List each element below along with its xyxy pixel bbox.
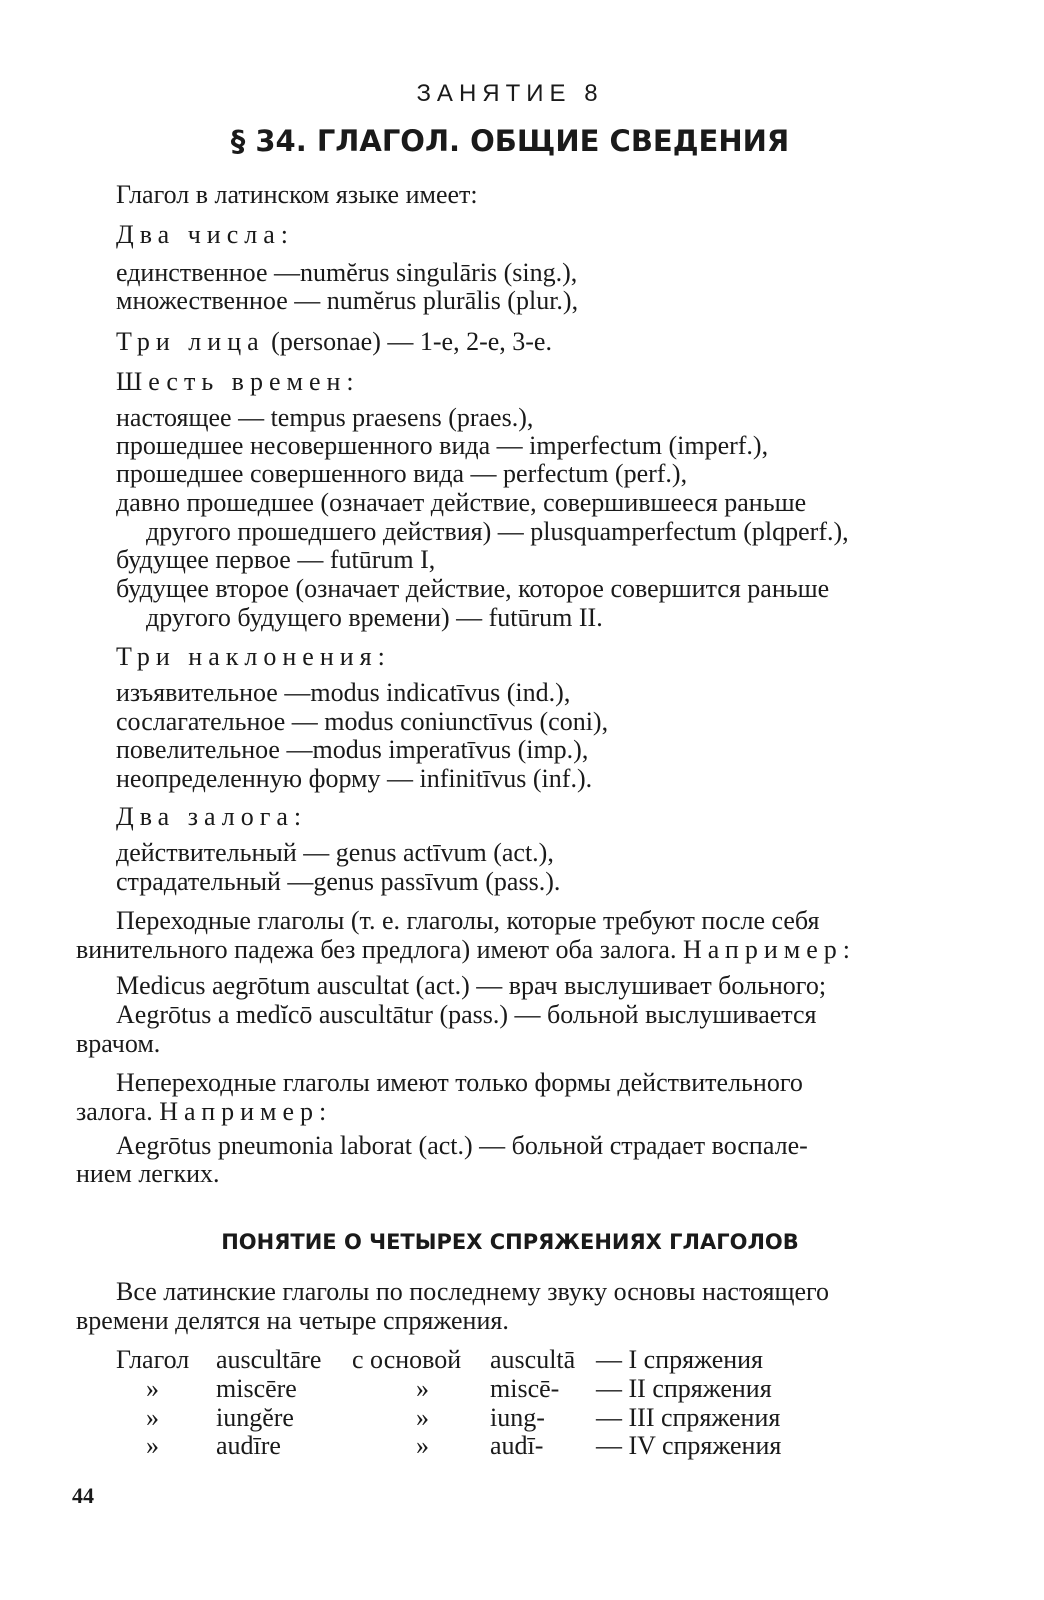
example-label: Например: [682,935,856,964]
section-title: § 34. ГЛАГОЛ. ОБЩИЕ СВЕДЕНИЯ [230,124,790,158]
row-with: » [416,1431,429,1460]
row-with: » [416,1403,429,1432]
row-conjugation: — III спряжения [596,1403,781,1432]
intransitive-line [76,1097,332,1127]
tenses-item: прошедшее несовершенного вида — imperfectum (imperf.), [116,431,769,460]
example-line: Aegrōtus pneumonia laborat (act.) — больной страдает воспале- [116,1131,808,1160]
tenses-item: другого будущего времени) — futūrum II. [146,603,603,632]
tenses-item: прошедшее совершенного вида — perfectum (perf.), [116,459,688,488]
subsection-title: ПОНЯТИЕ О ЧЕТЫРЕХ СПРЯЖЕНИЯХ ГЛАГОЛОВ [221,1230,799,1254]
tenses-heading: Шесть времен: [116,367,360,396]
row-conjugation: — I спряжения [596,1345,764,1374]
row-stem: audī- [490,1431,544,1460]
row-stem: auscultā [490,1345,576,1374]
conjugations-intro: времени делятся на четыре спряжения. [76,1306,509,1335]
intro-line: Глагол в латинском языке имеет: [116,180,478,209]
transitive-line: Переходные глаголы (т. е. глаголы, которые требуют после себя [116,906,820,935]
persons-text: (personae) — 1-е, 2-е, 3-е. [271,327,552,356]
voices-item: страдательный —genus passīvum (pass.). [116,867,561,896]
persons-heading: Три лица [116,327,265,356]
numbers-heading: Два числа: [116,220,294,249]
row-lead: Глагол [116,1345,190,1374]
numbers-item: множественное — numĕrus plurālis (plur.), [116,286,579,315]
tenses-item: давно прошедшее (означает действие, совершившееся раньше [116,488,807,517]
row-lead: » [146,1431,159,1460]
tenses-item: будущее второе (означает действие, которое совершится раньше [116,574,830,603]
moods-item: повелительное —modus imperatīvus (imp.), [116,735,589,764]
moods-item: неопределенную форму — infinitīvus (inf.). [116,764,593,793]
moods-item: сослагательное — modus coniunctīvus (coni), [116,707,609,736]
row-with: с основой [352,1345,462,1374]
transitive-text: винительного падежа без предлога) имеют оба залога. [76,935,677,964]
example-label: Например: [159,1097,333,1126]
row-stem: iung- [490,1403,545,1432]
transitive-line [76,935,856,965]
row-lead: » [146,1403,159,1432]
example-line: Medicus aegrōtum auscultat (act.) — врач выслушивает больного; [116,971,827,1000]
row-conjugation: — II спряжения [596,1374,772,1403]
persons-line [116,327,552,357]
intransitive-line: Непереходные глаголы имеют только формы действительного [116,1068,803,1097]
row-verb: miscēre [216,1374,297,1403]
example-line: нием легких. [76,1159,220,1188]
moods-heading: Три наклонения: [116,642,391,671]
page-number: 44 [72,1483,94,1508]
row-with: » [416,1374,429,1403]
row-lead: » [146,1374,159,1403]
voices-item: действительный — genus actīvum (act.), [116,838,554,867]
moods-item: изъявительное —modus indicatīvus (ind.), [116,678,571,707]
example-line: Aegrōtus a medĭcō auscultātur (pass.) — больной выслушивается [116,1000,817,1029]
row-verb: audīre [216,1431,281,1460]
conjugations-intro: Все латинские глаголы по последнему звуку основы настоящего [116,1277,830,1306]
tenses-item: настоящее — tempus praesens (praes.), [116,403,534,432]
tenses-item: другого прошедшего действия) — plusquamperfectum (plqperf.), [146,517,849,546]
row-verb: iungĕre [216,1403,294,1432]
example-line: врачом. [76,1029,161,1058]
row-conjugation: — IV спряжения [596,1431,782,1460]
tenses-item: будущее первое — futūrum I, [116,545,436,574]
row-stem: miscē- [490,1374,560,1403]
row-verb: auscultāre [216,1345,322,1374]
voices-heading: Два залога: [116,802,308,831]
lesson-heading: ЗАНЯТИЕ 8 [416,80,604,107]
intransitive-text: залога. [76,1097,153,1126]
numbers-item: единственное —numĕrus singulāris (sing.), [116,258,578,287]
